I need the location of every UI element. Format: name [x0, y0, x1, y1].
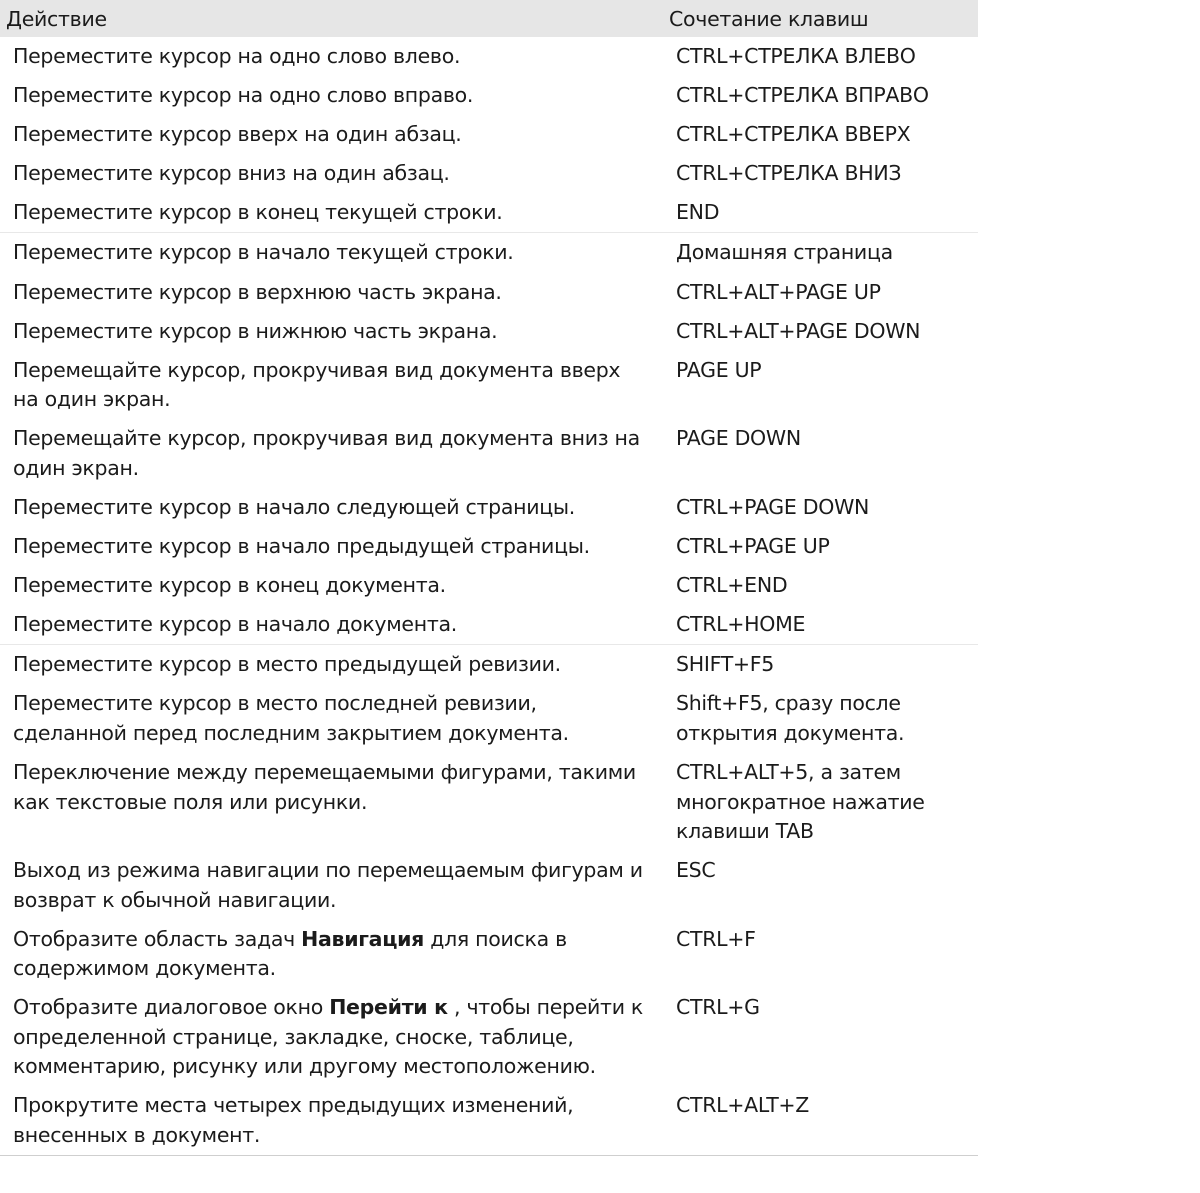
table-row — [0, 273, 978, 312]
keys-cell: Shift+F5, сразу после открытия документа. — [676, 691, 905, 745]
action-cell: Переместите курсор на одно слово вправо. — [13, 83, 474, 108]
action-cell — [0, 988, 662, 1086]
action-cell: Переместите курсор в начало документа. — [13, 612, 457, 637]
action-cell: Переместите курсор на одно слово влево. — [13, 44, 461, 68]
table-row — [0, 193, 978, 233]
action-cell: Выход из режима навигации по перемещаемым фигурам и возврат к обычной навигации. — [13, 858, 643, 912]
action-cell: Переместите курсор в конец документа. — [13, 573, 446, 598]
table-header — [0, 0, 978, 37]
action-cell: Переместите курсор в верхнюю часть экрана. — [13, 279, 502, 304]
table-row — [0, 76, 978, 115]
keys-cell: Домашняя страница — [662, 233, 978, 273]
header-row — [0, 0, 978, 37]
action-cell: Переместите курсор вниз на один абзац. — [13, 161, 450, 186]
action-cell: Переместите курсор в нижнюю часть экрана. — [13, 318, 498, 343]
keys-cell: SHIFT+F5 — [662, 645, 978, 685]
table-row — [0, 115, 978, 154]
table-row — [0, 566, 978, 605]
table-row — [0, 351, 978, 420]
table-row — [0, 920, 978, 989]
keys-cell: CTRL+PAGE DOWN — [676, 494, 870, 519]
action-cell: Переместите курсор вверх на один абзац. — [13, 122, 462, 147]
action-cell: Прокрутите места четырех предыдущих изменений, внесенных в документ. — [0, 1086, 662, 1155]
table-row — [0, 753, 978, 851]
keys-cell: CTRL+ALT+PAGE DOWN — [676, 318, 921, 343]
keys-cell: ESC — [676, 858, 716, 883]
navigation-pane-name: Навигация — [301, 926, 425, 951]
keys-cell: CTRL+ALT+5, а затем многократное нажатие клавиши TAB — [676, 760, 925, 843]
action-text: Отобразите область задач — [13, 926, 302, 951]
keys-cell: CTRL+СТРЕЛКА ВЛЕВО — [676, 44, 916, 68]
header-action: Действие — [6, 6, 107, 31]
table-row — [0, 419, 978, 488]
action-text: Отобразите диалоговое окно — [13, 995, 330, 1020]
action-cell: Переместите курсор в место предыдущей ревизии. — [0, 645, 662, 685]
table-row — [0, 527, 978, 566]
table-row — [0, 988, 978, 1086]
table-row — [0, 645, 978, 685]
keys-cell: CTRL+HOME — [676, 612, 806, 637]
keys-cell: PAGE DOWN — [676, 426, 801, 451]
action-cell: Переместите курсор в конец текущей строки. — [13, 200, 503, 225]
table-row — [0, 312, 978, 351]
table-row — [0, 684, 978, 753]
table-row — [0, 1086, 978, 1155]
action-text: , чтобы перейти к определенной странице, закладке, сноске, таблице, комментарию, рисунку или другому местоположению. — [13, 995, 644, 1079]
action-cell — [0, 920, 662, 989]
keys-cell: CTRL+ALT+Z — [662, 1086, 978, 1155]
action-cell: Переместите курсор в начало предыдущей страницы. — [13, 534, 590, 559]
action-cell: Перемещайте курсор, прокручивая вид документа вверх на один экран. — [13, 357, 621, 412]
action-cell: Переместите курсор в место последней ревизии, сделанной перед последним закрытием документа. — [13, 691, 569, 745]
table-body — [0, 37, 978, 1155]
table-row — [0, 233, 978, 273]
keys-cell: CTRL+СТРЕЛКА ВНИЗ — [676, 161, 902, 186]
keys-cell: CTRL+PAGE UP — [676, 534, 830, 559]
keys-cell: CTRL+F — [676, 926, 756, 951]
header-keys: Сочетание клавиш — [669, 6, 869, 31]
action-cell: Перемещайте курсор, прокручивая вид документа вниз на один экран. — [13, 426, 640, 480]
keys-cell: CTRL+END — [676, 573, 788, 598]
keys-cell: CTRL+ALT+PAGE UP — [676, 279, 881, 304]
action-cell: Переместите курсор в начало следующей страницы. — [13, 494, 575, 519]
keys-cell: PAGE UP — [676, 357, 762, 382]
goto-dialog-name: Перейти к — [329, 995, 448, 1020]
action-cell: Переключение между перемещаемыми фигурами, такими как текстовые поля или рисунки. — [13, 760, 636, 814]
keys-cell: END — [676, 200, 720, 225]
keys-cell: CTRL+СТРЕЛКА ВВЕРХ — [676, 122, 911, 147]
table-row — [0, 605, 978, 645]
keys-cell: CTRL+СТРЕЛКА ВПРАВО — [676, 83, 929, 108]
action-text: для поиска в содержимом документа. — [13, 926, 567, 981]
table-row — [0, 37, 978, 76]
keys-cell: CTRL+G — [676, 995, 760, 1020]
action-cell: Переместите курсор в начало текущей строки. — [0, 233, 662, 273]
table-row — [0, 154, 978, 193]
table-row — [0, 851, 978, 920]
table-row — [0, 488, 978, 527]
